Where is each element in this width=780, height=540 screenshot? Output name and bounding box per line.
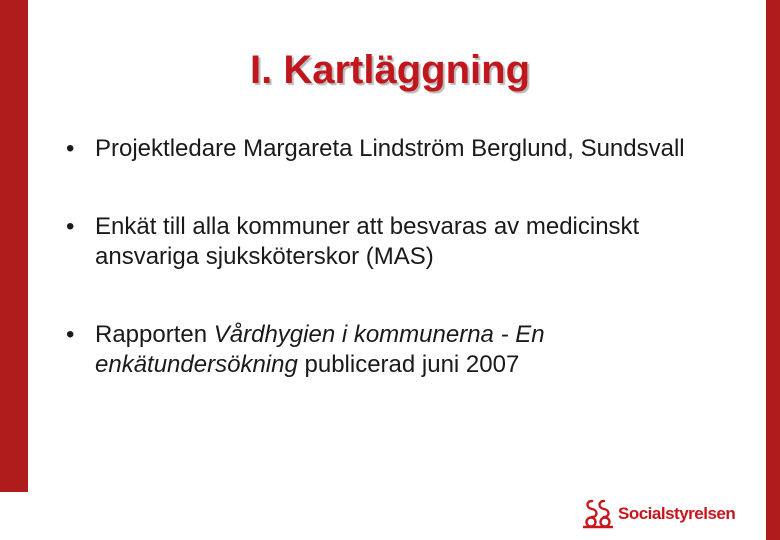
slide-title: I. Kartläggning <box>250 48 530 92</box>
logo-text: Socialstyrelsen <box>618 504 736 523</box>
socialstyrelsen-logo <box>580 497 735 529</box>
bullet-item <box>66 320 726 380</box>
bullet-item <box>66 212 726 272</box>
bullet-text: Projektledare Margareta Lindström Berglund, Sundsvall <box>95 135 685 162</box>
bullet-marker: • <box>66 135 75 162</box>
bullet-item <box>66 134 726 164</box>
bullet-list <box>66 134 726 428</box>
bullet-text-suffix: publicerad juni 2007 <box>297 351 520 378</box>
bullet-marker: • <box>66 213 75 240</box>
bullet-marker: • <box>66 321 75 348</box>
bullet-text: Enkät till alla kommuner att besvaras av medicinskt ansvariga sjuksköterskor (MAS) <box>95 213 640 270</box>
report-title: Vårdhygien i kommunerna - En enkätundersökning <box>95 321 545 378</box>
socialstyrelsen-emblem-icon <box>580 497 616 529</box>
bullet-text: Rapporten <box>95 321 214 348</box>
